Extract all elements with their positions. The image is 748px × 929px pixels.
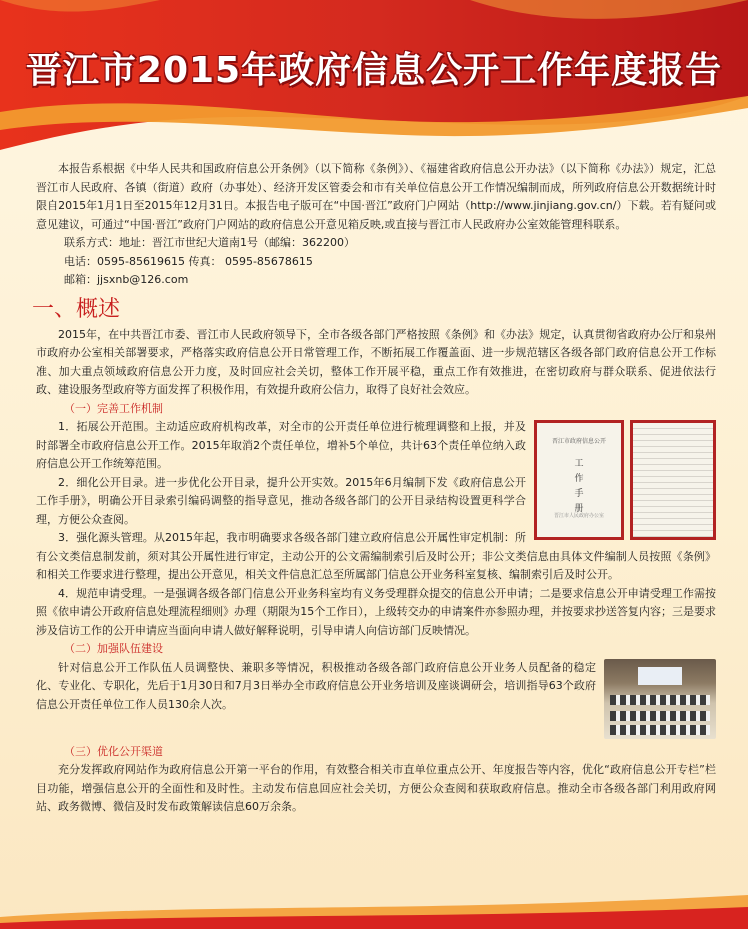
subsection-heading-team: （二）加强队伍建设 [64,642,163,655]
training-photo-row [610,725,710,735]
training-photo-row [610,695,710,705]
channels-paragraph: 充分发挥政府网站作为政府信息公开第一平台的作用，有效整合相关市直单位重点公开、年度报告等内容，优化“政府信息公开专栏”栏目功能，增强信息公开的全面性和及时性。主动发布信息回应社会关切，方便公众查阅和获取政府信息。推动全市各级各部门利用政府网站、政务微博、微信及时发布政策解读信息60万余条。 [36,763,716,813]
footer-wave [0,889,748,929]
subsection-heading-channels: （三）优化公开渠道 [64,744,163,758]
intro-paragraph: 本报告系根据《中华人民共和国政府信息公开条例》（以下简称《条例》）、《福建省政府信息公开办法》（以下简称《办法》）规定，汇总晋江市人民政府、各镇（街道）政府（办事处）、经济开发区管委会和市有关单位信息公开工作情况编制而成，所列政府信息公开数据统计时限自2015年1月1日至2015年12月31日。本报告电子版可在“中国·晋江”政府门户网站（http://www.jinjiang.gov.cn/）下载。若有疑问或意见建议，可通过“中国·晋江”政府门户网站的政府信息公开意见箱反映,或直接与晋江市人民政府办公室效能管理科联系。 [36,162,716,231]
handbook-figure [534,420,716,540]
overview-paragraph: 2015年，在中共晋江市委、晋江市人民政府领导下，全市各级各部门严格按照《条例》和《办法》规定，认真贯彻省政府办公厅和泉州市政府办公室相关部署要求，严格落实政府信息公开日常管理工作，不断拓展工作覆盖面、进一步规范辖区各级各部门政府信息公开工作标准、加大重点领域政府信息公开力度，及时回应社会关切，整体工作开展平稳，重点工作有效推进，在密切政府与群众联系、促进依法行政、建设服务型政府等方面发挥了积极作用，有效提升政府公信力，取得了良好社会效应。 [36,327,716,396]
mechanism-item-1: 1．拓展公开范围。主动适应政府机构改革，对全市的公开责任单位进行梳理调整和上报，并及时部署全市政府信息公开工作。2015年取消2个责任单位，增补5个单位，共计63个责任单位纳入政府信息公开工作统筹范围。 [36,420,526,470]
mechanism-item-4: 4．规范申请受理。一是强调各级各部门信息公开业务科室均有义务受理群众提交的信息公开申请；二是要求信息公开申请受理工作需按照《依申请公开政府信息处理流程细则》办理（期限为15个工作日），上级转交办的申请案件亦参照办理，并按要求抄送答复内容；三是要求涉及信访工作的公开申请应当面向申请人做好解释说明，引导申请人向信访部门反映情况。 [36,586,716,637]
team-paragraph: 针对信息公开工作队伍人员调整快、兼职多等情况，积极推动各级各部门政府信息公开业务人员配备的稳定化、专业化、专职化，先后于1月30日和7月3日举办全市政府信息公开业务培训及座谈调研会，培训指导63个政府信息公开责任单位工作人员130余人次。 [36,660,596,711]
contact-email: 邮箱：jjsxnb@126.com [64,273,189,286]
contact-phone: 电话：0595-85619615 传真： 0595-85678615 [64,254,313,268]
training-photo-row [610,711,710,721]
training-photo-figure [604,659,716,739]
mechanism-item-2: 2．细化公开目录。进一步优化公开目录，提升公开实效。2015年6月编制下发《政府信息公开工作手册》，明确公开目录索引编码调整的指导意见，推动各级各部门的公开目录结构设置更科学合理，方便公众查阅。 [36,475,526,526]
contact-address: 联系方式：地址：晋江市世纪大道南1号（邮编：362200） [64,236,355,249]
report-body [32,160,716,817]
subsection-heading-mechanism: （一）完善工作机制 [64,401,163,415]
page-title: 晋江市2015年政府信息公开工作年度报告 [25,50,723,91]
training-photo [604,659,716,739]
handbook-cover-footer: 晋江市人民政府办公室 [553,512,604,519]
handbook-cover-subtitle-text: 工作手册 [574,459,584,514]
mechanism-block [36,418,716,585]
handbook-cover-title: 晋江市政府信息公开 [551,438,606,445]
training-photo-screen [638,667,682,685]
handbook-cover-image [534,420,624,540]
handbook-page-image [630,420,716,540]
section-heading-overview: 一、概述 [32,296,121,322]
mechanism-item-3: 3．强化源头管理。从2015年起，我市明确要求各级各部门建立政府信息公开属性审定机制：所有公文类信息制发前，须对其公开属性进行审定，主动公开的公文需编制索引后及时公开；非公文类信息由具体文件编制人员按照《条例》和相关工作要求进行整理，提出公开意见，相关文件信息汇总至所属部门信息公开业务科室复核、编制索引后及时公开。 [36,531,716,581]
team-block [36,659,716,743]
